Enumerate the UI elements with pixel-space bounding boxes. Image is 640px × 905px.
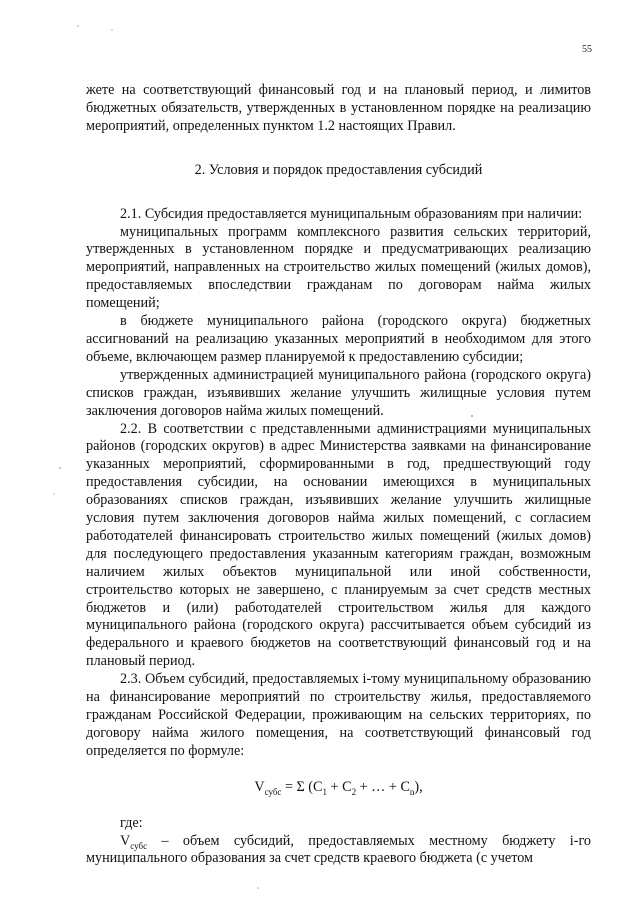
condition-2: в бюджете муниципального района (городского округа) бюджетных ассигнований на реализацию указанных мероприятий в необходимом для этого объеме, включающем размер планируемой к предоставлению субсидии; (86, 313, 591, 365)
formula-sub-2: 2 (351, 786, 357, 797)
formula-sub-n: n (409, 786, 415, 797)
document-body (86, 82, 591, 868)
where-label: где: (120, 814, 143, 831)
section-heading: 2. Условия и порядок предоставления субсидий (194, 161, 483, 178)
def-v: V (120, 832, 131, 849)
page-number: 55 (582, 44, 592, 55)
definition-v-subs (86, 833, 591, 869)
formula-sub-1: 1 (322, 786, 327, 797)
formula-v: V (254, 778, 265, 795)
paragraph-2-3: 2.3. Объем субсидий, предоставляемых i-тому муниципальному образованию на финансирование мероприятий по строительству жилья, предоставляемого гражданам Российской Федерации, проживающим на сельских территориях, по договору найма жилого помещения, на соответствующий финансовый год определяется по формуле: (86, 671, 591, 759)
def-text: – объем субсидий, предоставляемых местному бюджету i-го муниципального образования за счет средств краевого бюджета (с учетом (86, 832, 591, 867)
formula-plus: + C (327, 778, 352, 795)
intro-paragraph: жете на соответствующий финансовый год и на плановый период, и лимитов бюджетных обязательств, утвержденных в установленном порядке на реализацию мероприятий, определенных пунктом 1.2 настоящих Правил. (86, 82, 591, 134)
def-v-sub: субс (130, 840, 148, 851)
formula-dots: + … + C (356, 778, 410, 795)
formula-v-sub: субс (264, 786, 282, 797)
paragraph-2-2: 2.2. В соответствии с представленными администрациями муниципальных районов (городских округов) в адрес Министерства заявками на финансирование указанных мероприятий, сформированными в год, предшествующий году предоставления субсидии, на основании имеющихся в муниципальных образованиях списков граждан, изъявивших желание улучшить жилищные условия путем заключения договоров найма жилых помещений, с согласием работодателей финансировать строительство жилых помещений (жилых домов) для последующего предоставления указанным категориям граждан, возможным наличием жилых объектов муниципальной или иной собственности, строительство которых не завершено, с планируемым за счет средств местных бюджетов и (или) работодателей строительством жилья для каждого муниципального района (городского округа) рассчитывается объем субсидий из федерального и краевого бюджетов на соответствующий финансовый год и на плановый период. (86, 420, 591, 670)
formula-close: ), (414, 778, 423, 795)
condition-1: муниципальных программ комплексного развития сельских территорий, утвержденных в установленном порядке и предусматривающих реализацию мероприятий, направленных на строительство жилых помещений (жилых домов), предоставляемых впоследствии гражданам по договорам найма жилых помещений; (86, 223, 591, 312)
paragraph-2-1: 2.1. Субсидия предоставляется муниципальным образованиям при наличии: (120, 205, 583, 222)
formula (86, 779, 591, 797)
condition-3: утвержденных администрацией муниципального района (городского округа) списков граждан, изъявивших желание улучшить жилищные условия путем заключения договоров найма жилых помещений. (86, 366, 591, 419)
formula-eq: = Σ (C (281, 778, 323, 795)
